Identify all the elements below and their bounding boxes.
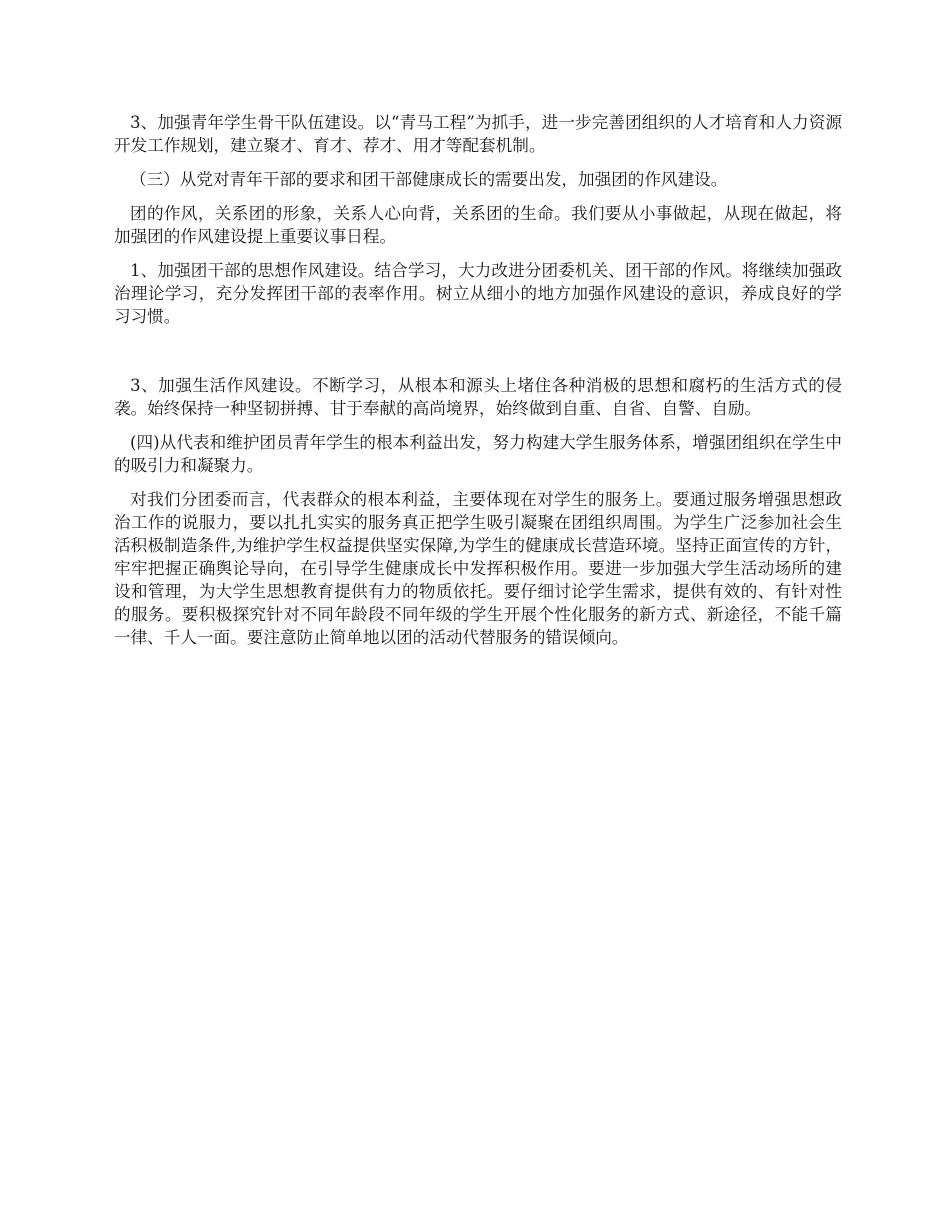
document-body bbox=[114, 111, 842, 660]
paragraph-cadre-team: 3、加强青年学生骨干队伍建设。以“青马工程”为抓手，进一步完善团组织的人才培育和人力资源开发工作规划，建立聚才、育才、荐才、用才等配套机制。 bbox=[114, 113, 842, 155]
paragraph-work-style-intro: 团的作风，关系团的形象，关系人心向背，关系团的生命。我们要从小事做起，从现在做起，将加强团的作风建设提上重要议事日程。 bbox=[114, 204, 842, 246]
paragraph-student-service: 对我们分团委而言，代表群众的根本利益，主要体现在对学生的服务上。要通过服务增强思想政治工作的说服力，要以扎扎实实的服务真正把学生吸引凝聚在团组织周围。为学生广泛参加社会生活积极制造条件,为维护学生权益提供坚实保障,为学生的健康成长营造环境。坚持正面宣传的方针，牢牢把握正确舆论导向，在引导学生健康成长中发挥积极作用。要进一步加强大学生活动场所的建设和管理，为大学生思想教育提供有力的物质依托。要仔细讨论学生需求，提供有效的、有针对性的服务。要积极探究针对不同年龄段不同年级的学生开展个性化服务的新方式、新途径，不能千篇一律、千人一面。要注意防止简单地以团的活动代替服务的错误倾向。 bbox=[114, 490, 842, 647]
paragraph-section-four-heading: (四)从代表和维护团员青年学生的根本利益出发，努力构建大学生服务体系，增强团组织在学生中的吸引力和凝聚力。 bbox=[114, 433, 842, 475]
paragraph-ideological-style: 1、加强团干部的思想作风建设。结合学习，大力改进分团委机关、团干部的作风。将继续加强政治理论学习，充分发挥团干部的表率作用。树立从细小的地方加强作风建设的意识，养成良好的学习习惯。 bbox=[114, 261, 842, 326]
paragraph-gap bbox=[114, 339, 842, 374]
paragraph-section-three-heading: （三）从党对青年干部的要求和团干部健康成长的需要出发，加强团的作风建设。 bbox=[130, 170, 728, 189]
paragraph-life-style: 3、加强生活作风建设。不断学习，从根本和源头上堵住各种消极的思想和腐朽的生活方式的侵袭。始终保持一种坚韧拼搏、甘于奉献的高尚境界，始终做到自重、自省、自警、自励。 bbox=[114, 376, 842, 418]
